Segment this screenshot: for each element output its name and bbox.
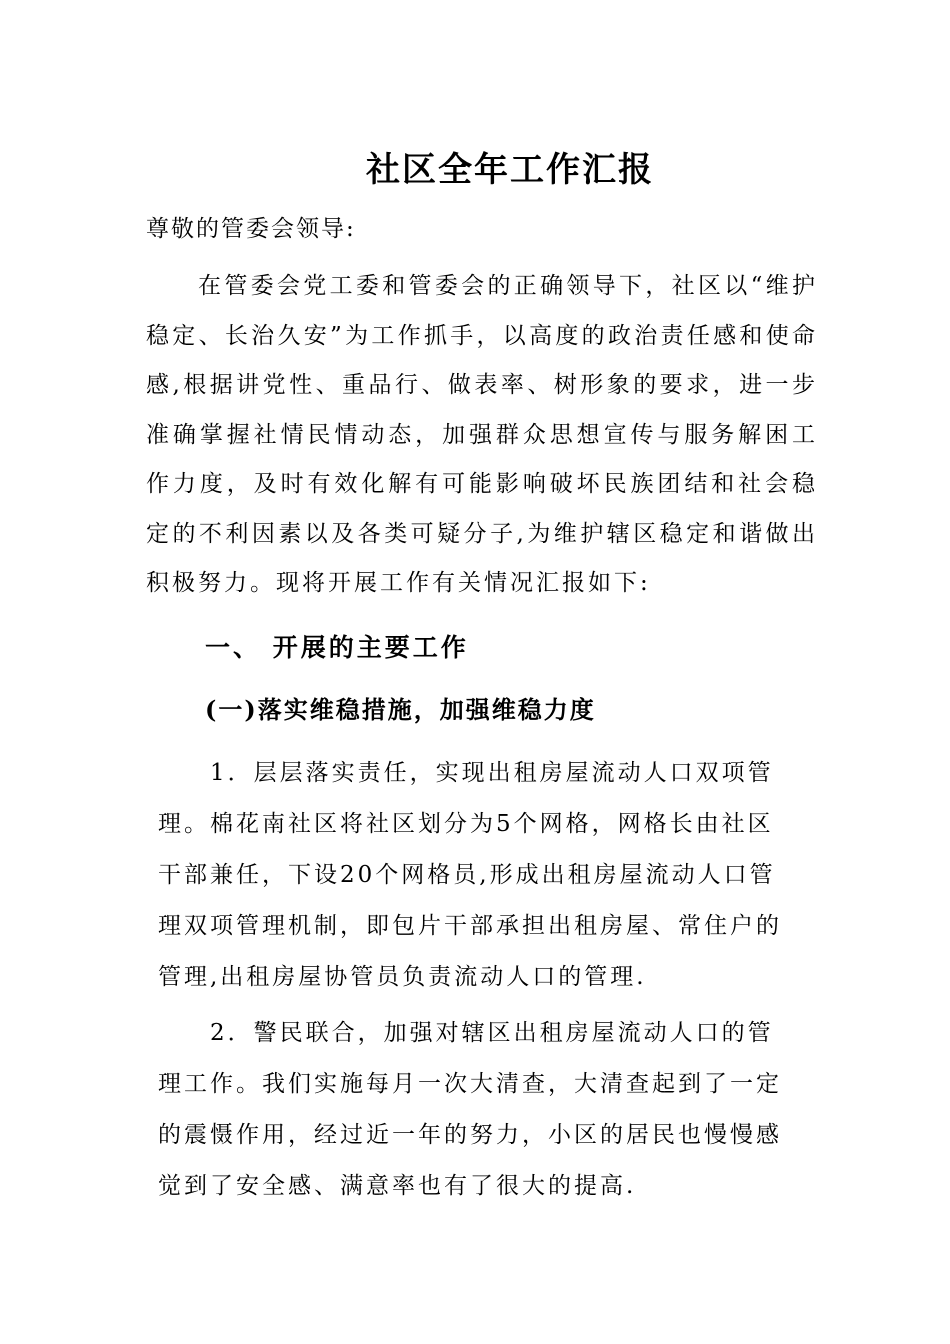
document-title: 社区全年工作汇报 xyxy=(366,150,654,190)
salutation: 尊敬的管委会领导: xyxy=(146,216,356,242)
list-item: 1．层层落实责任，实现出租房屋流动人口双项管理。棉花南社区将社区划分为5个网格，网格长由社区干部兼任，下设20个网格员,形成出租房屋流动人口管理双项管理机制，即包片干部承担出租房屋、常住户的管理,出租房屋协管员负责流动人口的管理. xyxy=(158,760,782,990)
subsection-heading: (一)落实维稳措施，加强维稳力度 xyxy=(205,695,596,724)
list-item: 2．警民联合，加强对辖区出租房屋流动人口的管理工作。我们实施每月一次大清查，大清查起到了一定的震慑作用，经过近一年的努力，小区的居民也慢慢感觉到了安全感、满意率也有了很大的提高. xyxy=(158,1020,782,1199)
intro-paragraph: 在管委会党工委和管委会的正确领导下，社区以“维护稳定、长治久安”为工作抓手，以高度的政治责任感和使命感,根据讲党性、重品行、做表率、树形象的要求，进一步准确掌握社情民情动态，加强群众思想宣传与服务解困工作力度，及时有效化解有可能影响破坏民族团结和社会稳定的不利因素以及各类可疑分子,为维护辖区稳定和谐做出积极努力。现将开展工作有关情况汇报如下: xyxy=(146,273,818,596)
section-heading: 一、 开展的主要工作 xyxy=(205,633,469,662)
